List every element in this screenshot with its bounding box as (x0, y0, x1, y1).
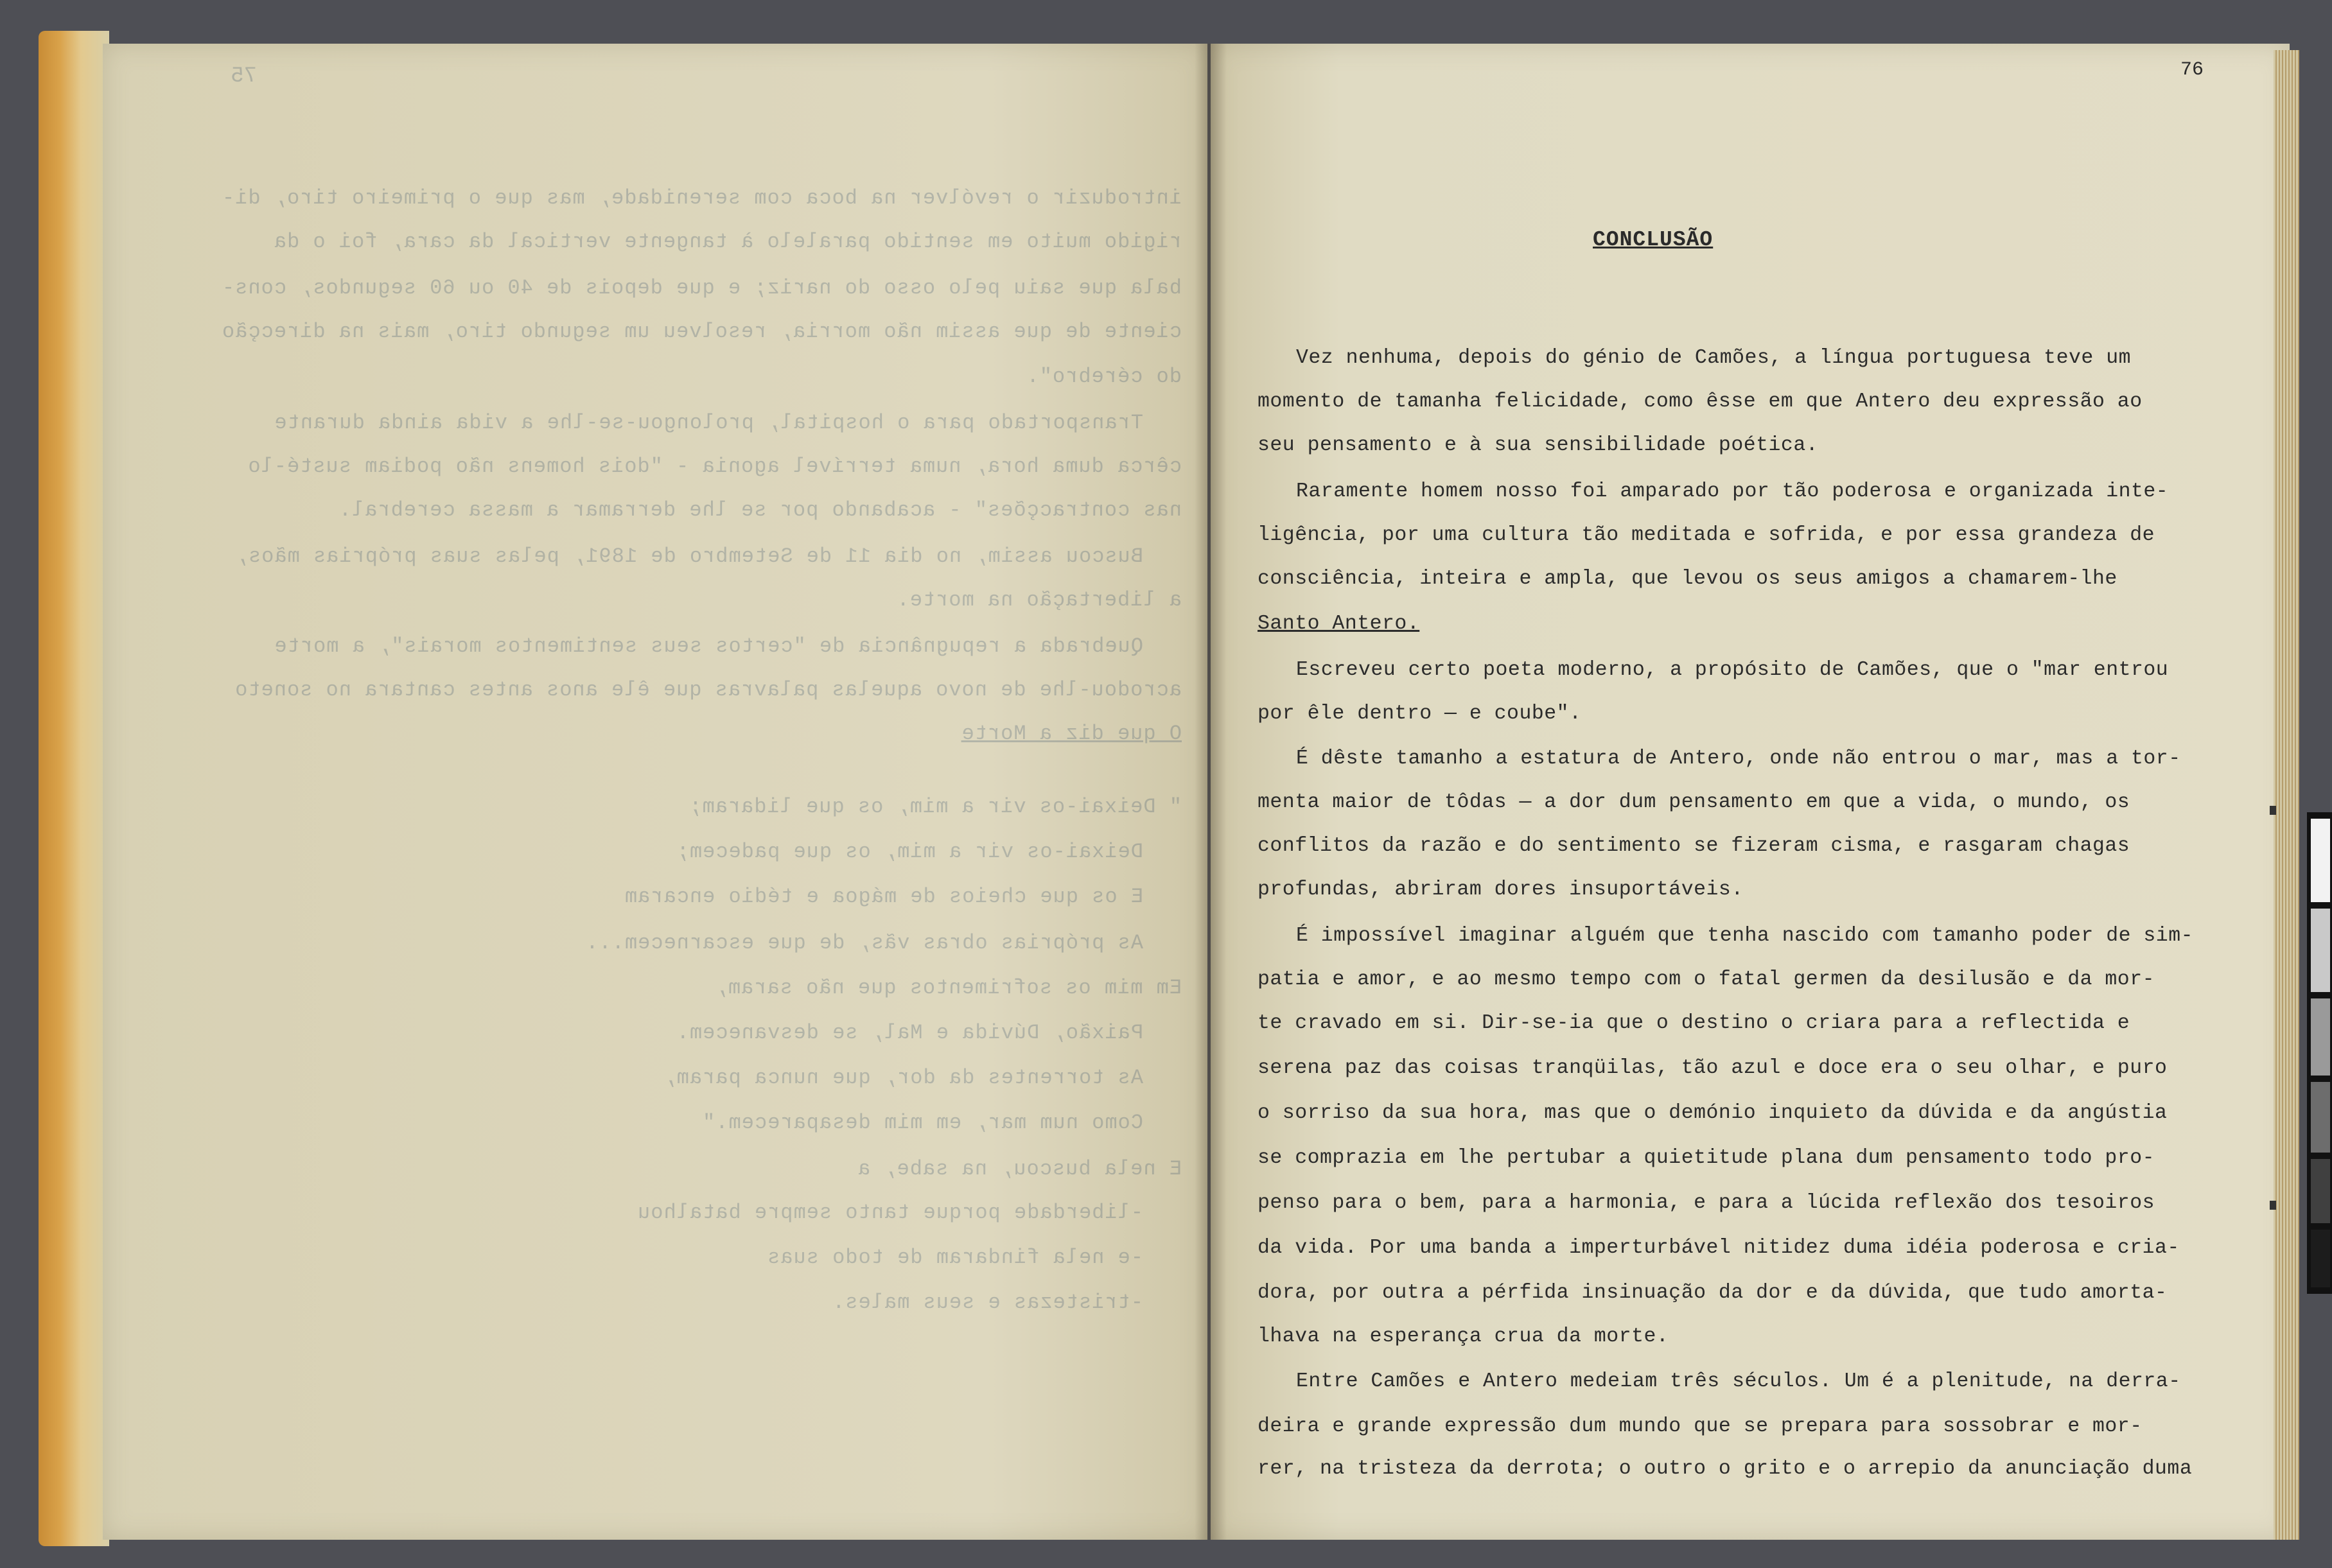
bleed-line: a libertação na morte. (896, 588, 1182, 612)
bleed-line: rigido muito em sentido paralelo à tangente vertical da cara, foi o da (273, 230, 1182, 254)
bleed-line: ciente de que assim não morria, resolveu um segundo tiro, mais na direcção (221, 320, 1182, 344)
text-line: seu pensamento e à sua sensibilidade poética. (1258, 434, 1819, 457)
text-line: ligência, por uma cultura tão meditada e sofrida, e por essa grandeza de (1258, 524, 2155, 546)
text-line: patia e amor, e ao mesmo tempo com o fatal germen da desilusão e da mor- (1258, 968, 2155, 991)
text-line: o sorriso da sua hora, mas que o demónio inquieto da dúvida e da angústia (1258, 1102, 2168, 1124)
bleed-line: " Deixai-os vir a mim, os que lidaram; (688, 795, 1182, 819)
text-line: deira e grande expressão dum mundo que se prepara para sossobrar e mor- (1258, 1415, 2143, 1438)
bleed-line: nas contracções" - acabando por se lhe derramar a massa cerebral. (338, 498, 1182, 522)
bleed-line: Transportado para o hospital, prolongou-se-lhe a vida ainda durante (274, 411, 1143, 435)
bleed-line: cêrca duma hora, numa terrível agonia - "dois homens não podiam susté-lo (247, 455, 1182, 478)
left-page-bleed-through (77, 26, 1182, 1522)
left-page-number: 75 (231, 64, 257, 89)
bleed-line: Buscou assim, no dia 11 de Setembro de 1891, pelas suas próprias mãos, (234, 544, 1143, 568)
text-line: por êle dentro — e coube". (1258, 702, 1582, 725)
text-line: rer, na tristeza da derrota; o outro o grito e o arrepio da anunciação duma (1258, 1458, 2193, 1480)
bleed-line: Como num mar, em mim desaparecem." (702, 1111, 1143, 1135)
text-line: Vez nenhuma, depois do génio de Camões, a língua portuguesa teve um (1296, 347, 2132, 369)
text-line: conflitos da razão e do sentimento se fizeram cisma, e rasgaram chagas (1258, 835, 2130, 857)
bleed-line: do cérebro". (1026, 365, 1182, 388)
text-line: Entre Camões e Antero medeiam três séculos. Um é a plenitude, na derra- (1296, 1370, 2181, 1393)
text-line: menta maior de tôdas — a dor dum pensamento em que a vida, o mundo, os (1258, 791, 2130, 814)
text-line: serena paz das coisas tranqüilas, tão azul e doce era o seu olhar, e puro (1258, 1057, 2168, 1079)
binding-clip (2270, 806, 2276, 815)
section-heading: CONCLUSÃO (1593, 228, 1714, 252)
text-line: profundas, abriram dores insuportáveis. (1258, 878, 1744, 901)
bleed-line: -tristezas e seus males. (832, 1291, 1143, 1314)
text-line: Escreveu certo poeta moderno, a propósito de Camões, que o "mar entrou (1296, 659, 2169, 681)
bleed-line: E os que cheios de mágoa e tédio encaram (624, 885, 1143, 909)
color-calibration-strip (2307, 812, 2332, 1294)
text-line: da vida. Por uma banda a imperturbável nitidez duma idéia poderosa e cria- (1258, 1237, 2180, 1259)
text-line: dora, por outra a pérfida insinuação da dor e da dúvida, que tudo amorta- (1258, 1282, 2168, 1304)
text-line: É dêste tamanho a estatura de Antero, onde não entrou o mar, mas a tor- (1296, 747, 2181, 770)
bleed-line: bala que saiu pelo osso do nariz; e que depois de 40 ou 60 segundos, cons- (221, 276, 1182, 300)
text-line: lhava na esperança crua da morte. (1258, 1325, 1669, 1348)
right-page-edges (2274, 50, 2299, 1540)
bleed-line: introduzir o revólver na boca com serenidade, mas que o primeiro tiro, di- (221, 186, 1182, 210)
text-line: penso para o bem, para a harmonia, e para a lúcida reflexão dos tesoiros (1258, 1192, 2155, 1214)
right-page-number: 76 (2180, 59, 2204, 81)
bleed-line: Em mim os sofrimentos que não saram, (714, 976, 1182, 1000)
bleed-line: As torrentes da dor, que nunca param, (663, 1066, 1143, 1090)
bleed-line: -e nela findaram de todo suas (767, 1246, 1143, 1269)
text-line: se comprazia em lhe pertubar a quietitude plana dum pensamento todo pro- (1258, 1147, 2155, 1169)
bleed-line: -liberdade porque tanto sempre batalhou (637, 1201, 1143, 1224)
bleed-line: Deixai-os vir a mim, os que padecem; (676, 840, 1143, 864)
book-gutter (1195, 44, 1227, 1540)
bleed-line: Quebrada a repugnância de "certos seus sentimentos morais", a morte (274, 634, 1143, 658)
text-line: momento de tamanha felicidade, como êsse em que Antero deu expressão ao (1258, 390, 2143, 413)
text-line: É impossível imaginar alguém que tenha nascido com tamanho poder de sim- (1296, 925, 2194, 947)
binding-clip (2270, 1201, 2276, 1210)
bleed-line: O que diz a Morte (961, 722, 1182, 745)
text-line: Raramente homem nosso foi amparado por tão poderosa e organizada inte- (1296, 480, 2169, 503)
bleed-line: As próprias obras vãs, de que escarnecem... (585, 931, 1143, 955)
text-line: consciência, inteira e ampla, que levou os seus amigos a chamarem-lhe (1258, 568, 2117, 590)
text-line: Santo Antero. (1258, 613, 1420, 635)
bleed-line: E nela buscou, na sabe, a (857, 1157, 1182, 1181)
bleed-line: Paixão, Dúvida e Mal, se desvanecem. (676, 1021, 1143, 1045)
bleed-line: acrodou-lhe de novo aquelas palavras que êle anos antes cantara no soneto (234, 678, 1182, 702)
text-line: te cravado em si. Dir-se-ia que o destino o criara para a reflectida e (1258, 1012, 2130, 1034)
